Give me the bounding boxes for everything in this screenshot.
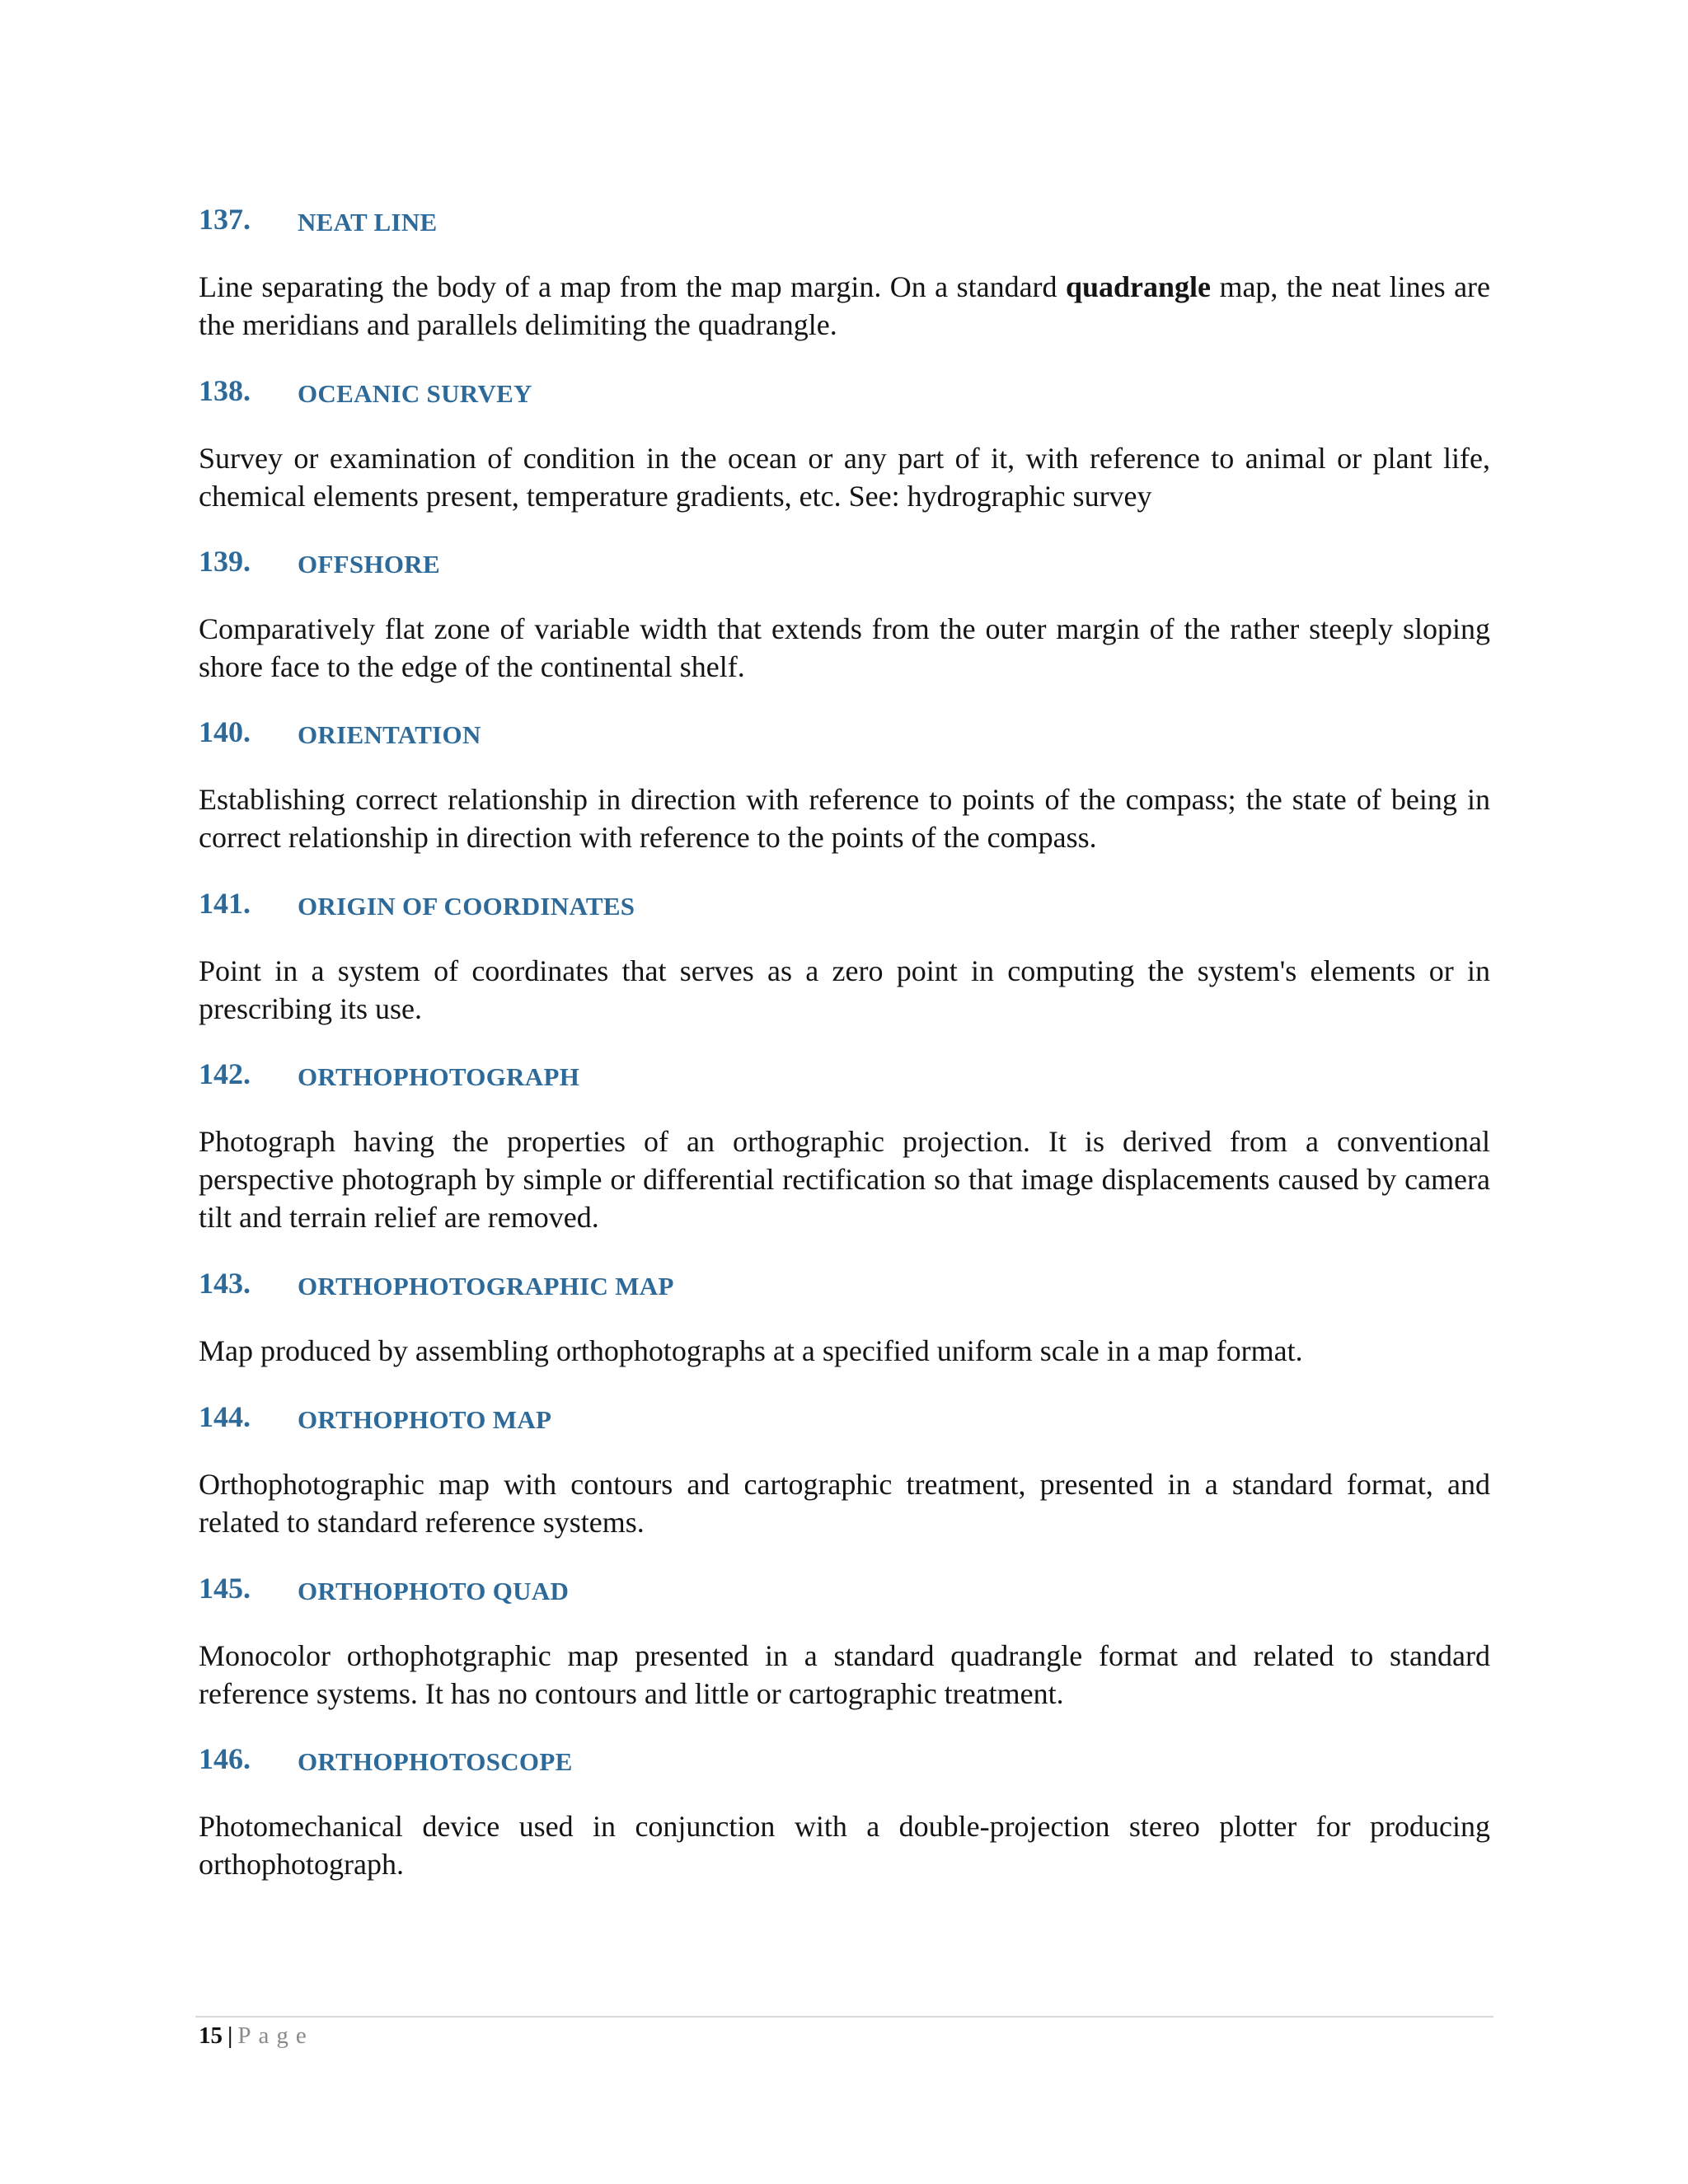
entry-definition: Photomechanical device used in conjunction with a double-projection stereo plotter for producing orthophotograph. xyxy=(199,1810,1490,1881)
entry-heading xyxy=(199,541,1490,582)
entry-number: 138. xyxy=(199,374,251,407)
glossary-entry-137 xyxy=(199,199,1490,344)
entry-heading xyxy=(199,1053,1490,1094)
entry-term: OCEANIC SURVEY xyxy=(298,379,532,408)
entry-definition: Point in a system of coordinates that serves as a zero point in computing the system's elements or in prescribing its use. xyxy=(199,954,1490,1025)
entry-heading xyxy=(199,1738,1490,1779)
entry-number: 140. xyxy=(199,715,251,748)
entry-number: 141. xyxy=(199,887,251,920)
glossary-entry-142 xyxy=(199,1053,1490,1236)
footer-divider xyxy=(195,2016,1493,2018)
footer-separator: | xyxy=(227,2022,233,2049)
entry-term: ORTHOPHOTO MAP xyxy=(298,1405,552,1434)
entry-heading xyxy=(199,1568,1490,1609)
entry-number: 146. xyxy=(199,1742,251,1775)
entry-definition: Comparatively flat zone of variable width that extends from the outer margin of the rather steeply sloping shore face to the edge of the continental shelf. xyxy=(199,612,1490,683)
entry-definition: Orthophotographic map with contours and cartographic treatment, presented in a standard format, and related to standard reference systems. xyxy=(199,1468,1490,1539)
entry-heading xyxy=(199,1263,1490,1304)
entry-definition: Map produced by assembling orthophotographs at a specified uniform scale in a map format. xyxy=(199,1334,1303,1367)
glossary-entry-139 xyxy=(199,541,1490,686)
glossary-entry-146 xyxy=(199,1738,1490,1883)
entry-term: ORIENTATION xyxy=(298,720,481,749)
glossary-entry-141 xyxy=(199,883,1490,1028)
entry-definition: Monocolor orthophotgraphic map presented in a standard quadrangle format and related to standard reference systems. It has no contours and little or cartographic treatment. xyxy=(199,1639,1490,1710)
entry-number: 144. xyxy=(199,1400,251,1433)
glossary-entry-143 xyxy=(199,1263,1490,1370)
entry-term: ORTHOPHOTOGRAPH xyxy=(298,1062,580,1091)
entry-heading xyxy=(199,1396,1490,1437)
glossary-entry-140 xyxy=(199,711,1490,856)
page-label: Page xyxy=(237,2022,314,2049)
entry-number: 142. xyxy=(199,1057,251,1090)
entry-term: ORTHOPHOTOGRAPHIC MAP xyxy=(298,1272,674,1301)
entry-definition: Survey or examination of condition in the ocean or any part of it, with reference to animal or plant life, chemical elements present, temperature gradients, etc. See: hydrographic survey xyxy=(199,442,1490,513)
entry-term: ORTHOPHOTOSCOPE xyxy=(298,1747,573,1776)
entry-term: OFFSHORE xyxy=(298,550,440,579)
entry-heading xyxy=(199,711,1490,752)
entry-term: NEAT LINE xyxy=(298,208,438,237)
entry-heading xyxy=(199,883,1490,924)
page-number: 15 xyxy=(199,2022,223,2049)
entry-heading xyxy=(199,199,1490,240)
entry-definition xyxy=(199,268,1490,344)
entry-number: 145. xyxy=(199,1572,251,1605)
entry-number: 139. xyxy=(199,545,251,578)
entry-term: ORTHOPHOTO QUAD xyxy=(298,1577,570,1605)
entry-heading xyxy=(199,370,1490,411)
entry-definition: Establishing correct relationship in direction with reference to points of the compass; the state of being in correct relationship in direction with reference to the points of the compass. xyxy=(199,783,1490,854)
definition-bold-term: quadrangle xyxy=(1065,270,1212,303)
entry-term: ORIGIN OF COORDINATES xyxy=(298,892,635,921)
definition-text: Line separating the body of a map from the map margin. On a standard xyxy=(199,270,1066,303)
entry-definition: Photograph having the properties of an orthographic projection. It is derived from a conventional perspective photograph by simple or differential rectification so that image displacements caused by camera tilt and terrain relief are removed. xyxy=(199,1125,1490,1234)
glossary-entry-145 xyxy=(199,1568,1490,1713)
entry-number: 143. xyxy=(199,1267,251,1300)
page-footer xyxy=(199,2019,314,2052)
definition-text: map, the neat lines are the meridians and parallels delimiting the quadrangle. xyxy=(199,270,1491,341)
glossary-entry-144 xyxy=(199,1396,1490,1541)
glossary-entry-138 xyxy=(199,370,1490,515)
entry-number: 137. xyxy=(199,203,251,236)
